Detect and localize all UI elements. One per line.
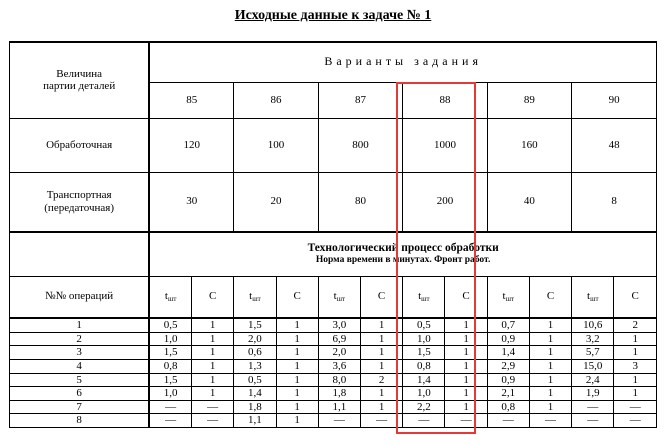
tsht-value: — bbox=[572, 400, 614, 414]
tsht-value: 15,0 bbox=[572, 359, 614, 373]
operation-row bbox=[10, 318, 657, 332]
tsht-value: 6,9 bbox=[318, 332, 360, 346]
transport-batch-label bbox=[10, 172, 150, 232]
variant-85: 85 bbox=[149, 82, 233, 118]
tsht-value: 0,8 bbox=[149, 359, 191, 373]
tsht-value: — bbox=[572, 414, 614, 428]
tsht-value: — bbox=[403, 414, 445, 428]
c-value: 1 bbox=[192, 359, 234, 373]
tsht-value: 1,1 bbox=[318, 400, 360, 414]
tsht-value: — bbox=[149, 414, 191, 428]
processing-batch-86: 100 bbox=[234, 118, 318, 172]
tsht-value: 0,6 bbox=[234, 346, 276, 360]
tsht-header bbox=[572, 276, 614, 318]
t-subscript: шт bbox=[252, 295, 261, 304]
c-value: 1 bbox=[276, 400, 318, 414]
c-value: 1 bbox=[360, 359, 402, 373]
c-header: С bbox=[445, 276, 487, 318]
c-value: 1 bbox=[445, 359, 487, 373]
tsht-header bbox=[149, 276, 191, 318]
operation-number: 3 bbox=[10, 346, 150, 360]
c-header: С bbox=[614, 276, 657, 318]
c-value: 1 bbox=[276, 387, 318, 401]
batch-label-line1: Величина bbox=[56, 67, 103, 80]
transport-batch-88: 200 bbox=[403, 172, 487, 232]
tsht-value: 1,8 bbox=[318, 387, 360, 401]
c-value: — bbox=[529, 414, 571, 428]
c-value: 1 bbox=[529, 346, 571, 360]
c-value: 1 bbox=[276, 373, 318, 387]
t-symbol: t bbox=[587, 290, 591, 303]
tsht-value: 1,4 bbox=[403, 373, 445, 387]
c-value: 2 bbox=[360, 373, 402, 387]
tsht-value: 5,7 bbox=[572, 346, 614, 360]
tsht-value: 0,8 bbox=[487, 400, 529, 414]
operation-row bbox=[10, 400, 657, 414]
c-value: 1 bbox=[529, 318, 571, 332]
t-symbol: t bbox=[502, 290, 506, 303]
tsht-value: 2,1 bbox=[487, 387, 529, 401]
tsht-value: 1,5 bbox=[149, 346, 191, 360]
tsht-value: 1,4 bbox=[487, 346, 529, 360]
c-value: 1 bbox=[192, 318, 234, 332]
operation-row bbox=[10, 332, 657, 346]
tsht-value: 0,5 bbox=[234, 373, 276, 387]
t-symbol: t bbox=[333, 290, 337, 303]
ops-header-row bbox=[10, 276, 657, 318]
operation-number: 7 bbox=[10, 400, 150, 414]
tsht-value: 10,6 bbox=[572, 318, 614, 332]
operation-number: 6 bbox=[10, 387, 150, 401]
batch-label-line2: партии деталей bbox=[43, 80, 116, 93]
processing-batch-87: 800 bbox=[318, 118, 402, 172]
operation-number: 8 bbox=[10, 414, 150, 428]
c-value: 1 bbox=[276, 318, 318, 332]
c-value: 1 bbox=[445, 373, 487, 387]
c-value: 1 bbox=[614, 373, 657, 387]
operation-number: 5 bbox=[10, 373, 150, 387]
tsht-header bbox=[234, 276, 276, 318]
source-data-table bbox=[9, 41, 657, 428]
c-value: 1 bbox=[445, 387, 487, 401]
tsht-value: 1,0 bbox=[149, 387, 191, 401]
tsht-value: 1,0 bbox=[149, 332, 191, 346]
variant-90: 90 bbox=[572, 82, 657, 118]
operation-number: 1 bbox=[10, 318, 150, 332]
t-symbol: t bbox=[164, 290, 168, 303]
c-value: 1 bbox=[192, 387, 234, 401]
transport-batch-86: 20 bbox=[234, 172, 318, 232]
c-value: — bbox=[360, 414, 402, 428]
t-symbol: t bbox=[249, 290, 253, 303]
tsht-value: 2,0 bbox=[234, 332, 276, 346]
c-value: 1 bbox=[529, 373, 571, 387]
tsht-header bbox=[318, 276, 360, 318]
operation-row bbox=[10, 373, 657, 387]
c-value: 1 bbox=[276, 346, 318, 360]
tsht-value: 2,4 bbox=[572, 373, 614, 387]
tsht-header bbox=[403, 276, 445, 318]
c-value: 1 bbox=[360, 346, 402, 360]
variant-86: 86 bbox=[234, 82, 318, 118]
tsht-value: 3,2 bbox=[572, 332, 614, 346]
operation-row bbox=[10, 346, 657, 360]
t-subscript: шт bbox=[336, 295, 346, 304]
tsht-value: 1,3 bbox=[234, 359, 276, 373]
process-header bbox=[149, 232, 656, 276]
tsht-value: 0,5 bbox=[149, 318, 191, 332]
c-value: — bbox=[614, 414, 657, 428]
tsht-value: 1,0 bbox=[403, 332, 445, 346]
operation-row bbox=[10, 414, 657, 428]
transport-batch-90: 8 bbox=[572, 172, 657, 232]
operation-number: 4 bbox=[10, 359, 150, 373]
c-value: — bbox=[192, 400, 234, 414]
c-value: — bbox=[614, 400, 657, 414]
c-value: 1 bbox=[360, 318, 402, 332]
tsht-value: 0,8 bbox=[403, 359, 445, 373]
processing-batch-label: Обработочная bbox=[10, 118, 150, 172]
batch-size-label bbox=[10, 42, 150, 118]
c-value: 1 bbox=[614, 332, 657, 346]
tsht-value: 1,1 bbox=[234, 414, 276, 428]
variant-87: 87 bbox=[318, 82, 402, 118]
c-value: 1 bbox=[276, 332, 318, 346]
tsht-value: 2,0 bbox=[318, 346, 360, 360]
tsht-value: 1,5 bbox=[234, 318, 276, 332]
c-value: 1 bbox=[276, 359, 318, 373]
variant-88: 88 bbox=[403, 82, 487, 118]
c-value: 1 bbox=[360, 387, 402, 401]
c-value: 1 bbox=[360, 332, 402, 346]
c-value: 1 bbox=[276, 414, 318, 428]
page-title: Исходные данные к задаче № 1 bbox=[234, 8, 432, 23]
t-subscript: шт bbox=[505, 295, 515, 304]
processing-batch-88: 1000 bbox=[403, 118, 487, 172]
tsht-value: 1,9 bbox=[572, 387, 614, 401]
c-value: — bbox=[192, 414, 234, 428]
c-value: 1 bbox=[529, 387, 571, 401]
tsht-value: 0,5 bbox=[403, 318, 445, 332]
tsht-value: 1,4 bbox=[234, 387, 276, 401]
t-subscript: шт bbox=[590, 295, 599, 304]
tsht-value: — bbox=[149, 400, 191, 414]
processing-batch-89: 160 bbox=[487, 118, 571, 172]
tsht-value: 0,9 bbox=[487, 373, 529, 387]
operation-number: 2 bbox=[10, 332, 150, 346]
transport-batch-row bbox=[10, 172, 657, 232]
c-value: 1 bbox=[360, 400, 402, 414]
c-value: 1 bbox=[445, 318, 487, 332]
t-symbol: t bbox=[418, 290, 422, 303]
c-value: 1 bbox=[529, 359, 571, 373]
c-header: С bbox=[192, 276, 234, 318]
tsht-value: 1,5 bbox=[149, 373, 191, 387]
c-value: 1 bbox=[445, 332, 487, 346]
c-header: С bbox=[529, 276, 571, 318]
process-subtitle: Норма времени в минутах. Фронт работ. bbox=[315, 255, 491, 266]
c-value: 1 bbox=[529, 332, 571, 346]
transport-batch-85: 30 bbox=[149, 172, 233, 232]
tsht-value: 1,8 bbox=[234, 400, 276, 414]
c-value: 3 bbox=[614, 359, 657, 373]
tsht-value: 3,6 bbox=[318, 359, 360, 373]
operation-row bbox=[10, 359, 657, 373]
c-value: — bbox=[445, 414, 487, 428]
c-value: 1 bbox=[192, 332, 234, 346]
c-header: С bbox=[276, 276, 318, 318]
c-value: 2 bbox=[614, 318, 657, 332]
processing-batch-90: 48 bbox=[572, 118, 657, 172]
variant-89: 89 bbox=[487, 82, 571, 118]
tsht-value: 1,5 bbox=[403, 346, 445, 360]
tsht-value: — bbox=[318, 414, 360, 428]
transport-batch-89: 40 bbox=[487, 172, 571, 232]
tsht-value: 3,0 bbox=[318, 318, 360, 332]
c-header: С bbox=[360, 276, 402, 318]
tsht-value: 2,9 bbox=[487, 359, 529, 373]
tsht-header bbox=[487, 276, 529, 318]
tsht-value: 1,0 bbox=[403, 387, 445, 401]
tsht-value: 0,9 bbox=[487, 332, 529, 346]
processing-batch-85: 120 bbox=[149, 118, 233, 172]
transport-batch-87: 80 bbox=[318, 172, 402, 232]
t-subscript: шт bbox=[421, 295, 430, 304]
c-value: 1 bbox=[192, 373, 234, 387]
processing-batch-row bbox=[10, 118, 657, 172]
tsht-value: — bbox=[487, 414, 529, 428]
c-value: 1 bbox=[529, 400, 571, 414]
blank-cell bbox=[10, 232, 150, 276]
transport-label-line2: (передаточная) bbox=[44, 201, 115, 214]
ops-number-label: №№ операций bbox=[10, 276, 150, 318]
tsht-value: 0,7 bbox=[487, 318, 529, 332]
operation-row bbox=[10, 387, 657, 401]
c-value: 1 bbox=[192, 346, 234, 360]
c-value: 1 bbox=[445, 346, 487, 360]
variants-header: Варианты задания bbox=[149, 42, 656, 82]
c-value: 1 bbox=[614, 346, 657, 360]
transport-label-line1: Транспортная bbox=[46, 189, 112, 202]
c-value: 1 bbox=[445, 400, 487, 414]
tsht-value: 2,2 bbox=[403, 400, 445, 414]
c-value: 1 bbox=[614, 387, 657, 401]
tsht-value: 8,0 bbox=[318, 373, 360, 387]
t-subscript: шт bbox=[167, 295, 177, 304]
process-title: Технологический процесс обработки bbox=[307, 242, 499, 255]
